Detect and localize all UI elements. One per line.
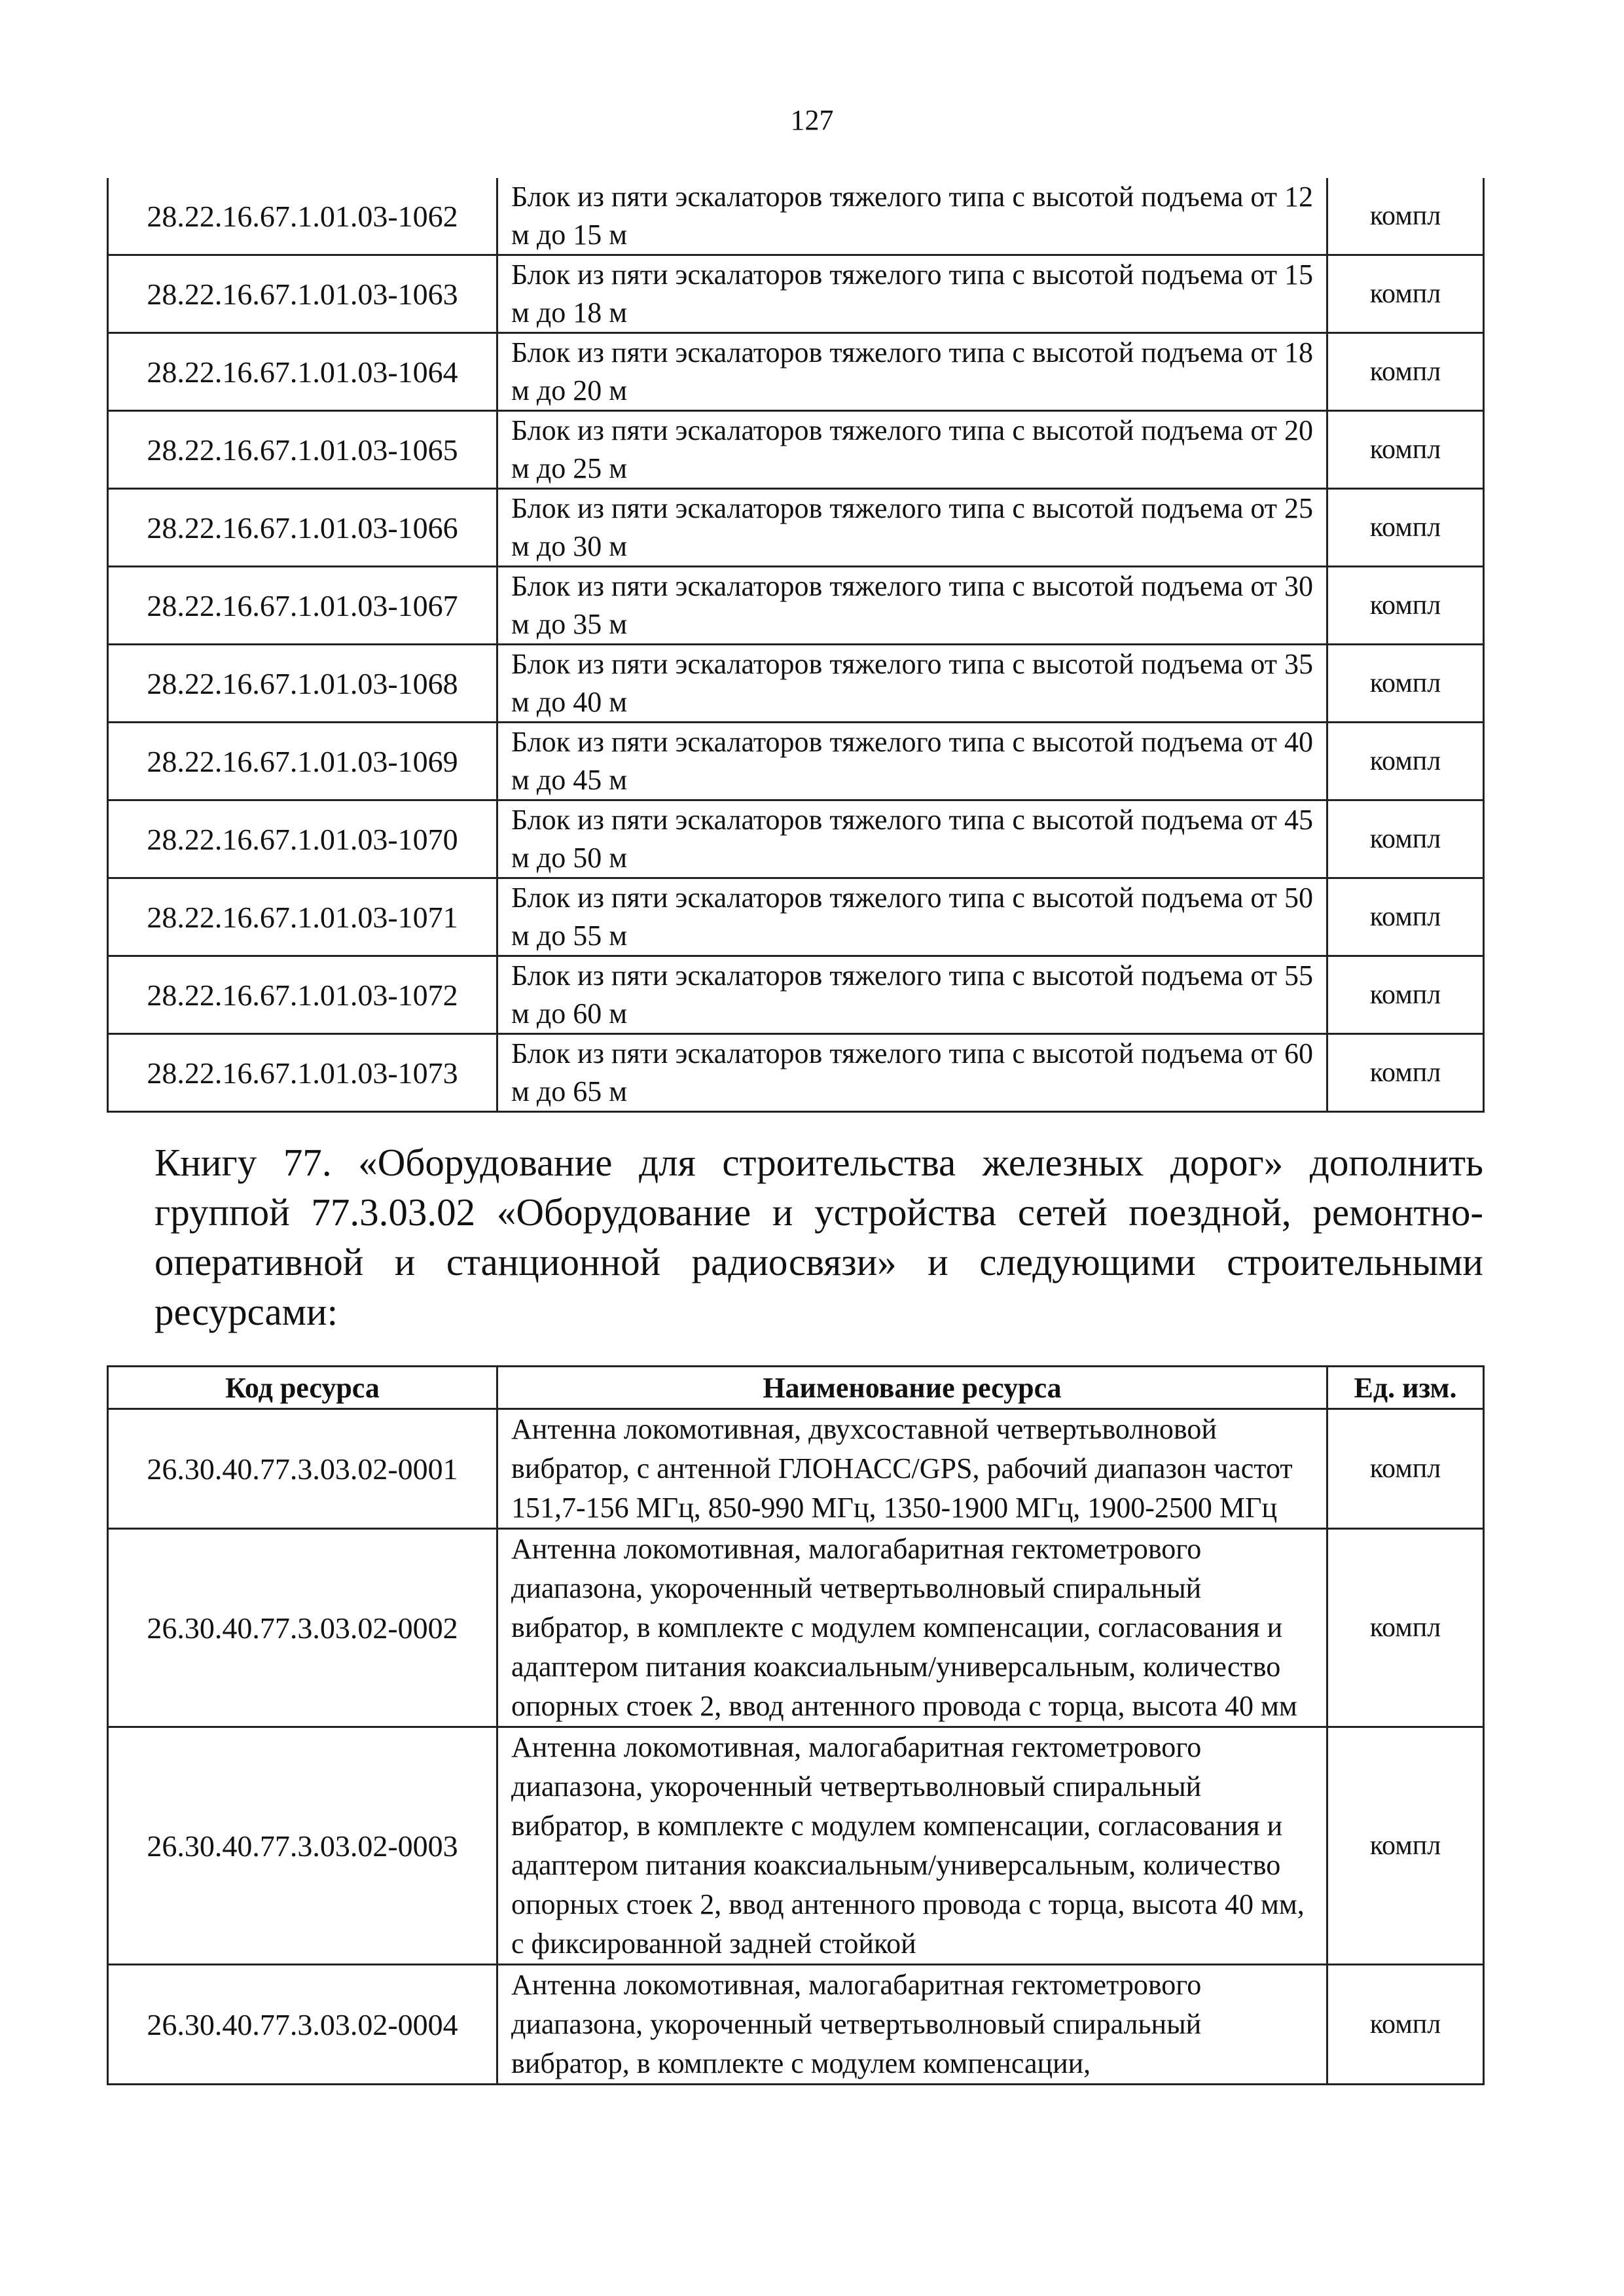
resource-name-cell: Блок из пяти эскалаторов тяжелого типа с высотой подъема от 30 м до 35 м [497,567,1327,645]
table-row [108,645,1484,723]
resource-code-cell: 28.22.16.67.1.01.03-1065 [108,411,497,489]
resource-code-cell: 26.30.40.77.3.03.02-0003 [108,1727,497,1965]
unit-cell: компл [1327,178,1484,255]
resource-name-cell: Блок из пяти эскалаторов тяжелого типа с высотой подъема от 15 м до 18 м [497,255,1327,333]
table-row [108,489,1484,567]
unit-cell: компл [1327,645,1484,723]
header-unit: Ед. изм. [1327,1367,1484,1409]
unit-cell: компл [1327,1529,1484,1727]
unit-cell: компл [1327,333,1484,411]
unit-cell: компл [1327,567,1484,645]
resource-code-cell: 28.22.16.67.1.01.03-1062 [108,178,497,255]
resource-code-cell: 28.22.16.67.1.01.03-1070 [108,800,497,878]
resource-name-cell: Блок из пяти эскалаторов тяжелого типа с высотой подъема от 20 м до 25 м [497,411,1327,489]
table-row [108,723,1484,800]
resource-name-cell: Блок из пяти эскалаторов тяжелого типа с высотой подъема от 50 м до 55 м [497,878,1327,956]
resource-code-cell: 28.22.16.67.1.01.03-1064 [108,333,497,411]
table-row [108,1409,1484,1529]
resource-name-cell: Блок из пяти эскалаторов тяжелого типа с высотой подъема от 25 м до 30 м [497,489,1327,567]
resource-code-cell: 26.30.40.77.3.03.02-0004 [108,1965,497,2085]
resource-name-cell: Антенна локомотивная, малогабаритная гектометрового диапазона, укороченный четвертьволновый спиральный вибратор, в комплекте с модулем компенсации, [497,1965,1327,2085]
resource-name-cell: Блок из пяти эскалаторов тяжелого типа с высотой подъема от 45 м до 50 м [497,800,1327,878]
resource-name-cell: Блок из пяти эскалаторов тяжелого типа с высотой подъема от 60 м до 65 м [497,1034,1327,1112]
unit-cell: компл [1327,956,1484,1034]
table-row [108,878,1484,956]
table-row [108,1034,1484,1112]
resource-code-cell: 28.22.16.67.1.01.03-1068 [108,645,497,723]
table-row [108,1965,1484,2085]
header-code: Код ресурса [108,1367,497,1409]
header-name: Наименование ресурса [497,1367,1327,1409]
table-row [108,1727,1484,1965]
resource-code-cell: 28.22.16.67.1.01.03-1072 [108,956,497,1034]
resource-name-cell: Блок из пяти эскалаторов тяжелого типа с высотой подъема от 35 м до 40 м [497,645,1327,723]
unit-cell: компл [1327,1034,1484,1112]
table-row [108,567,1484,645]
unit-cell: компл [1327,489,1484,567]
amendment-paragraph: Книгу 77. «Оборудование для строительства железных дорог» дополнить группой 77.3.03.02 «Оборудование и устройства сетей поездной, ремонтно-оперативной и станционной радиосвязи» и следующими строительными ресурсами: [154,1141,1483,1333]
unit-cell: компл [1327,1965,1484,2085]
table-header-row [108,1367,1484,1409]
resource-code-cell: 28.22.16.67.1.01.03-1071 [108,878,497,956]
table-row [108,333,1484,411]
unit-cell: компл [1327,878,1484,956]
page-number: 127 [790,104,834,136]
resource-name-cell: Антенна локомотивная, малогабаритная гектометрового диапазона, укороченный четвертьволновый спиральный вибратор, в комплекте с модулем компенсации, согласования и адаптером питания коаксиальным/универсальным, количество опорных стоек 2, ввод антенного провода с торца, высота 40 мм [497,1529,1327,1727]
resource-name-cell: Антенна локомотивная, двухсоставной четвертьволновой вибратор, с антенной ГЛОНАСС/GPS, рабочий диапазон частот 151,7-156 МГц, 850-990 МГц, 1350-1900 МГц, 1900-2500 МГц [497,1409,1327,1529]
unit-cell: компл [1327,1727,1484,1965]
resource-name-cell: Блок из пяти эскалаторов тяжелого типа с высотой подъема от 55 м до 60 м [497,956,1327,1034]
unit-cell: компл [1327,411,1484,489]
resource-code-cell: 28.22.16.67.1.01.03-1066 [108,489,497,567]
resource-table-new-group [107,1365,1485,2085]
table-row [108,1529,1484,1727]
resource-name-cell: Блок из пяти эскалаторов тяжелого типа с высотой подъема от 12 м до 15 м [497,178,1327,255]
resource-name-cell: Антенна локомотивная, малогабаритная гектометрового диапазона, укороченный четвертьволновый спиральный вибратор, в комплекте с модулем компенсации, согласования и адаптером питания коаксиальным/универсальным, количество опорных стоек 2, ввод антенного провода с торца, высота 40 мм, с фиксированной задней стойкой [497,1727,1327,1965]
unit-cell: компл [1327,255,1484,333]
table-row [108,411,1484,489]
resource-code-cell: 28.22.16.67.1.01.03-1063 [108,255,497,333]
resource-table-continued [107,178,1485,1113]
unit-cell: компл [1327,800,1484,878]
resource-code-cell: 28.22.16.67.1.01.03-1069 [108,723,497,800]
unit-cell: компл [1327,723,1484,800]
table-row [108,178,1484,255]
resource-code-cell: 28.22.16.67.1.01.03-1073 [108,1034,497,1112]
resource-code-cell: 26.30.40.77.3.03.02-0002 [108,1529,497,1727]
table-row [108,956,1484,1034]
unit-cell: компл [1327,1409,1484,1529]
resource-name-cell: Блок из пяти эскалаторов тяжелого типа с высотой подъема от 18 м до 20 м [497,333,1327,411]
table-row [108,255,1484,333]
resource-code-cell: 28.22.16.67.1.01.03-1067 [108,567,497,645]
resource-code-cell: 26.30.40.77.3.03.02-0001 [108,1409,497,1529]
table-row [108,800,1484,878]
resource-name-cell: Блок из пяти эскалаторов тяжелого типа с высотой подъема от 40 м до 45 м [497,723,1327,800]
